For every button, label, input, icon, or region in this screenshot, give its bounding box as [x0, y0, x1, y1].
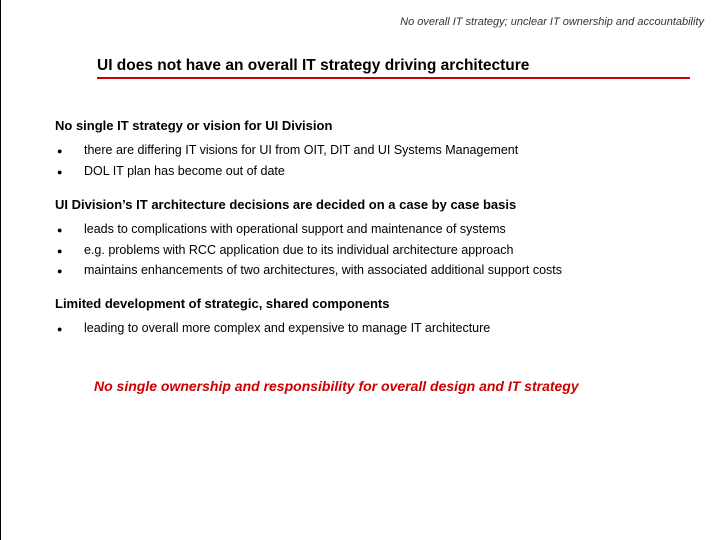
section-heading: UI Division’s IT architecture decisions are decided on a case by case basis: [55, 197, 517, 212]
bullet-text: leads to complications with operational support and maintenance of systems: [84, 222, 506, 236]
bullet-icon: ●: [57, 225, 63, 235]
bullet-text: e.g. problems with RCC application due to its individual architecture approach: [84, 242, 514, 257]
list-item: [55, 260, 705, 281]
bullet-list: [55, 318, 705, 339]
list-item: [55, 318, 705, 339]
bullet-text: leading to overall more complex and expensive to manage IT architecture: [84, 321, 491, 335]
section-shared-components: [55, 296, 705, 339]
bullet-icon: ●: [57, 266, 63, 276]
slide-left-border: [0, 0, 1, 540]
conclusion-statement: No single ownership and responsibility for overall design and IT strategy: [94, 378, 579, 394]
bullet-icon: ●: [57, 146, 63, 156]
list-item: [55, 140, 705, 161]
bullet-icon: ●: [57, 324, 63, 334]
section-it-strategy: [55, 118, 705, 181]
bullet-icon: ●: [57, 166, 63, 177]
section-heading: Limited development of strategic, shared components: [55, 296, 390, 311]
list-item: [55, 161, 705, 182]
bullet-text: there are differing IT visions for UI from OIT, DIT and UI Systems Management: [84, 143, 519, 157]
bullet-icon: ●: [57, 245, 63, 256]
section-heading: No single IT strategy or vision for UI Division: [55, 118, 333, 133]
header-subtitle: No overall IT strategy; unclear IT ownership and accountability: [400, 16, 704, 28]
list-item: [55, 219, 705, 240]
list-item: [55, 240, 705, 261]
slide-title: UI does not have an overall IT strategy driving architecture: [97, 57, 690, 79]
bullet-text: maintains enhancements of two architectures, with associated additional support costs: [84, 263, 563, 277]
section-architecture-decisions: [55, 197, 705, 281]
bullet-list: [55, 140, 705, 181]
bullet-list: [55, 219, 705, 281]
bullet-text: DOL IT plan has become out of date: [84, 163, 285, 178]
